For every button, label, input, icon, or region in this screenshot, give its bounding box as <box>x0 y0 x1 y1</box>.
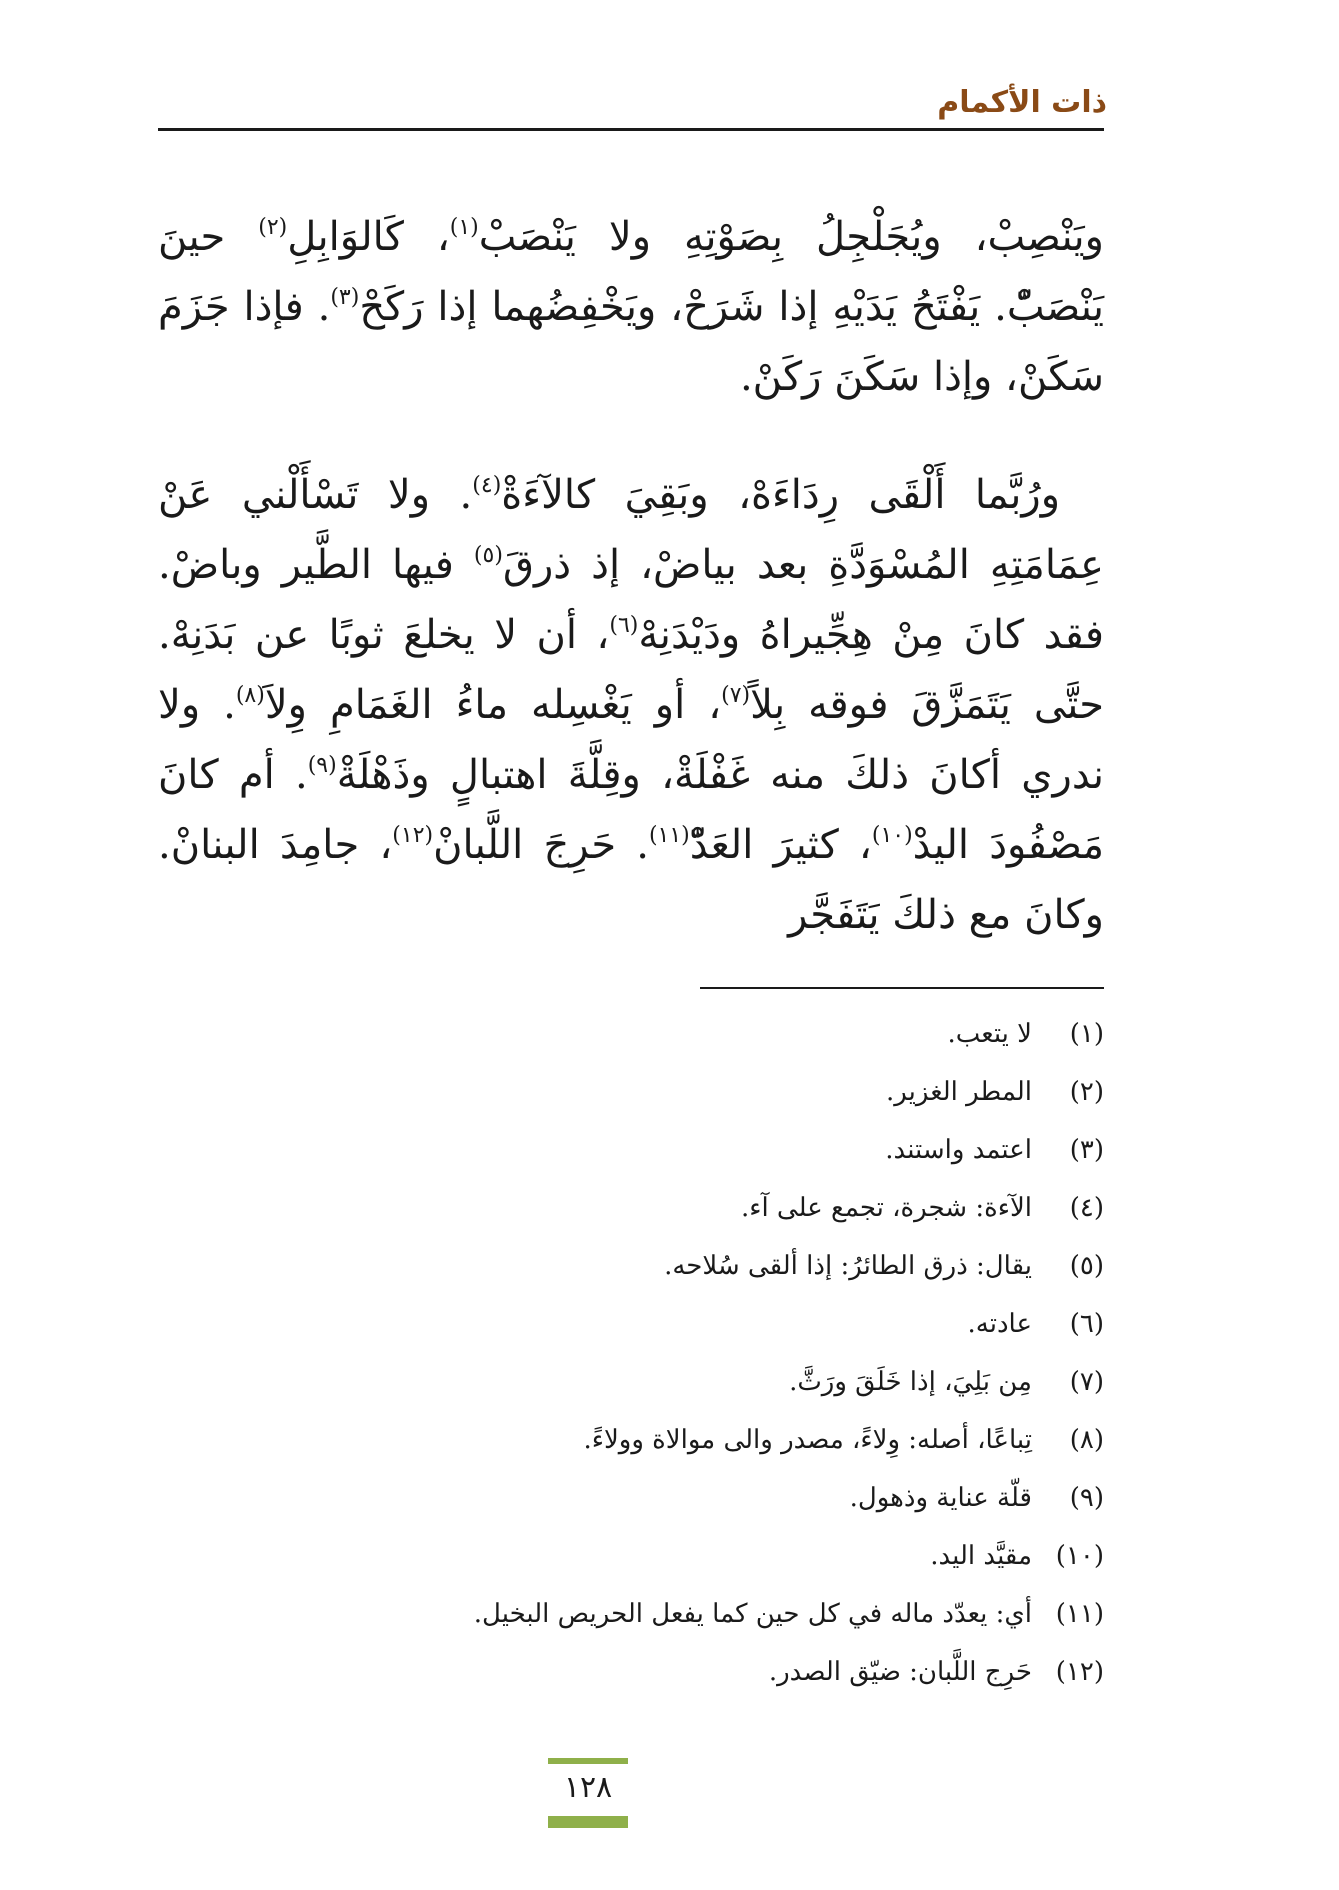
footnote-text: قلّة عناية وذهول. <box>849 1483 1032 1513</box>
footnote-ref: (١٠) <box>871 823 913 848</box>
footnote-number: (١٠) <box>1055 1541 1104 1571</box>
body-text-run: ، كَالوَابِلِ <box>287 214 450 260</box>
footnote-text: اعتمد واستند. <box>885 1135 1032 1165</box>
running-header-title: ذات الأكمام <box>937 85 1107 120</box>
footnote <box>204 1295 1104 1353</box>
footnote-number: (٨) <box>1069 1425 1104 1455</box>
body-text-run: فيها الطَّير وباضْ. فقد كانَ مِنْ هِجِّيراهُ ودَيْدَنِهْ <box>158 542 1105 658</box>
footnote <box>204 1643 1104 1701</box>
page-number: ١٢٨ <box>563 1770 613 1805</box>
footnote <box>204 1179 1104 1237</box>
footnote-ref: (٦) <box>609 613 639 638</box>
body-text-run: ، كثيرَ العَدّْ <box>689 822 872 868</box>
body-text-run: . ولا ندري أكانَ ذلكَ منه غَفْلَةْ، وقِلَّةَ اهتبالٍ وذَهْلَةْ <box>158 682 1104 798</box>
footnote-text: المطر الغزير. <box>886 1077 1032 1107</box>
body-text-run: ، أن لا يخلعَ ثوبًا عن بَدَنِهْ. حتَّى يَتَمَزَّقَ فوقه بِلاً <box>158 612 1104 728</box>
body-text-run: ، جامِدَ البنانْ. وكانَ مع ذلكَ يَتَفَجَّر <box>158 822 1104 938</box>
folio-bar-bottom <box>548 1816 628 1828</box>
footnote-ref: (١١) <box>648 823 690 848</box>
footnote-ref: (٥) <box>473 543 503 568</box>
footnote <box>204 1237 1104 1295</box>
folio-bar-top <box>548 1758 628 1764</box>
body-text-run: حينَ يَنْصَبّْ. يَفْتَحُ يَدَيْهِ إذا شَرَحْ، ويَخْفِضُهما إذا رَكَحْ <box>158 214 1104 330</box>
footnote-number: (١١) <box>1055 1599 1104 1629</box>
footnote-ref: (١) <box>449 215 479 240</box>
footnote-text: لا يتعب. <box>947 1019 1032 1049</box>
footnote-number: (٢) <box>1069 1077 1104 1107</box>
footnote-number: (٧) <box>1069 1367 1104 1397</box>
footnote-number: (١٢) <box>1055 1657 1104 1687</box>
footnote-ref: (٢) <box>258 215 288 240</box>
body-text-run: ويَنْصِبْ، ويُجَلْجِلُ بِصَوْتِهِ ولا يَنْصَبْ <box>478 214 1104 260</box>
footnote-text: حَرِج اللَّبان: ضيّق الصدر. <box>768 1657 1032 1687</box>
body-text <box>158 202 1104 950</box>
footnote-ref: (٣) <box>330 285 360 310</box>
footnote <box>204 1527 1104 1585</box>
header-rule <box>158 128 1104 131</box>
body-paragraph <box>158 460 1104 950</box>
footnote-text: يقال: ذرق الطائرُ: إذا ألقى سُلاحه. <box>664 1251 1032 1281</box>
footnote-number: (٦) <box>1069 1309 1104 1339</box>
footnote-number: (٤) <box>1069 1193 1104 1223</box>
footnote <box>204 1585 1104 1643</box>
footnote <box>204 1121 1104 1179</box>
footnote-ref: (٨) <box>235 683 265 708</box>
footnote-ref: (١٢) <box>392 823 434 848</box>
footnote-text: أي: يعدّد ماله في كل حين كما يفعل الحريص البخيل. <box>473 1599 1032 1629</box>
footnote <box>204 1353 1104 1411</box>
footnote <box>204 1411 1104 1469</box>
body-text-run: ورُبَّما أَلْقَى رِدَاءَهْ، وبَقِيَ كالآءَةْ <box>501 472 1061 518</box>
footnote <box>204 1063 1104 1121</box>
footnote <box>204 1469 1104 1527</box>
body-text-run: . أم كانَ مَصْفُودَ اليدْ <box>158 752 1105 868</box>
footnote-text: تِباعًا، أصله: وِلاءً، مصدر والى موالاة وولاءً. <box>583 1425 1032 1455</box>
footnotes-list <box>204 1005 1104 1701</box>
footnote-ref: (٩) <box>307 753 337 778</box>
footnote-text: مقيَّد اليد. <box>930 1541 1032 1571</box>
footnote-text: عادته. <box>967 1309 1032 1339</box>
footnote-text: الآءة: شجرة، تجمع على آء. <box>740 1193 1032 1223</box>
footnote-ref: (٤) <box>472 473 502 498</box>
body-text-run: ، أو يَغْسِله ماءُ الغَمَامِ وِلاَ <box>264 682 722 728</box>
footnote-number: (٣) <box>1069 1135 1104 1165</box>
body-text-run: . فإذا جَزَمَ سَكَنْ، وإذا سَكَنَ رَكَنْ. <box>158 284 1104 400</box>
footnote-number: (٥) <box>1069 1251 1104 1281</box>
footnote-text: مِن بَلِيَ، إذا خَلَقَ ورَثَّ. <box>789 1367 1032 1397</box>
footnote-number: (٩) <box>1069 1483 1104 1513</box>
body-text-run: . حَرِجَ اللَّبانْ <box>433 822 649 868</box>
footnote-ref: (٧) <box>721 683 751 708</box>
footnote <box>204 1005 1104 1063</box>
footnote-separator <box>700 987 1104 989</box>
footnote-number: (١) <box>1069 1019 1104 1049</box>
body-paragraph <box>158 202 1104 412</box>
body-text-run: . ولا تَسْأَلْني عَنْ عِمَامَتِهِ المُسْوَدَّةِ بعد بياضْ، إذ ذرقَ <box>158 472 1104 588</box>
